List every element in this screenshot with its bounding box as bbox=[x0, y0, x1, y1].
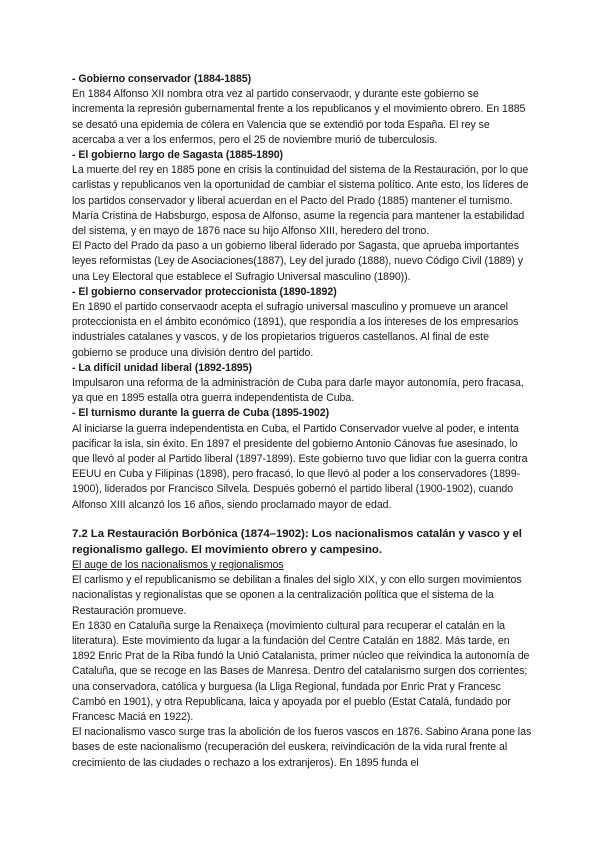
section-paragraph: La muerte del rey en 1885 pone en crisis la continuidad del sistema de la Restauración, por lo que carlistas y republicanos ven la oportunidad de cambiar el sistema político. Ante esto, los líderes de los partidos conservador y liberal acuerdan en el Pacto del Prado (1885) mantener el turnismo. María Cristina de Habsburgo, esposa de Alfonso, asume la regencia para mantener la estabilidad del sistema, y en mayo de 1876 nace su hijo Alfonso XIII, heredero del trono. bbox=[72, 164, 529, 238]
section-heading: - El turnismo durante la guerra de Cuba (1895-1902) bbox=[72, 407, 330, 420]
chapter-7-2 bbox=[72, 526, 532, 771]
section-gobierno-conservador bbox=[72, 72, 532, 148]
section-paragraph: Impulsaron una reforma de la administración de Cuba para darle mayor autonomía, pero fracasa, ya que en 1895 estalla otra guerra independentista de Cuba. bbox=[72, 377, 524, 405]
section-paragraph: Al iniciarse la guerra independentista en Cuba, el Partido Conservador vuelve al poder, e intenta pacificar la isla, sin éxito. En 1897 el presidente del gobierno Antonio Cánovas fue asesinado, lo que llevó al poder al Partido liberal (1897-1899). Este gobierno tuvo que lidiar con la guerra contra EEUU en Cuba y Filipinas (1898), pero fracasó, lo que llevó al poder a los conservadores (1899-1900), liderados por Francisco Silvela. Después gobernó el partido liberal (1900-1902), cuando Alfonso XIII alcanzó los 16 años, siendo proclamado mayor de edad. bbox=[72, 422, 528, 511]
section-paragraph: El Pacto del Prado da paso a un gobierno liberal liderado por Sagasta, que aprueba importantes leyes reformistas (Ley de Asociaciones(1887), Ley del jurado (1888), nuevo Código Civil (1889) y una Ley Electoral que establece el Sufragio Universal masculino (1890)). bbox=[72, 240, 523, 283]
section-unidad-liberal bbox=[72, 361, 532, 407]
section-heading: - La difícil unidad liberal (1892-1895) bbox=[72, 361, 252, 374]
chapter-title: 7.2 La Restauración Borbónica (1874–1902): Los nacionalismos catalán y vasco y el regionalismo gallego. El movimiento obrero y campesino. bbox=[72, 527, 522, 556]
chapter-paragraph: El carlismo y el republicanismo se debilitan a finales del siglo XIX, y con ello surgen movimientos nacionalistas y regionalistas que se oponen a la centralización política que el sistema de la Restauración promueve. bbox=[72, 574, 522, 617]
section-heading: - El gobierno conservador proteccionista (1890-1892) bbox=[72, 285, 337, 298]
section-heading: - El gobierno largo de Sagasta (1885-1890) bbox=[72, 149, 284, 162]
chapter-subheading: El auge de los nacionalismos y regionalismos bbox=[72, 558, 284, 571]
document-page bbox=[72, 72, 532, 771]
section-gobierno-largo-sagasta bbox=[72, 148, 532, 285]
section-heading: - Gobierno conservador (1884-1885) bbox=[72, 73, 252, 85]
section-paragraph: En 1890 el partido conservaodr acepta el sufragio universal masculino y promueve un arancel proteccionista en el ámbito económico (1891), que respondía a los intereses de los empresarios industriales catalanes y vascos, y de los propietarios trigueros castellanos. Al final de este gobierno se produce una división dentro del partido. bbox=[72, 301, 519, 359]
section-turnismo-guerra-cuba bbox=[72, 406, 532, 512]
chapter-paragraph: En 1830 en Cataluña surge la Renaixeça (movimiento cultural para recuperar el catalán en la literatura). Este movimiento da lugar a la fundación del Centre Catalán en 1882. Más tarde, en 1892 Enric Prat de la Riba fundó la Unió Catalanista, primer núcleo que reivindica la autonomía de Cataluña, que se recoge en las Bases de Manresa. Dentro del catalanismo surgen dos corrientes; una conservadora, católica y burguesa (la Lliga Regional, fundada por Enric Prat y Francesc Cambó en 1901), y otra Republicana, laica y apoyada por el pueblo (Estat Catalá, fundado por Francesc Maciá en 1922). bbox=[72, 619, 530, 723]
chapter-paragraph: El nacionalismo vasco surge tras la abolición de los fueros vascos en 1876. Sabino Arana pone las bases de este nacionalismo (recuperación del euskera, reivindicación de la vida rural frente al crecimiento de las ciudades o rechazo a los extranjeros). En 1895 funda el bbox=[72, 726, 532, 769]
section-gobierno-proteccionista bbox=[72, 285, 532, 361]
section-paragraph: En 1884 Alfonso XII nombra otra vez al partido conservaodr, y durante este gobierno se incrementa la represión gubernamental frente a los republicanos y el movimiento obrero. En 1885 se desató una epidemia de cólera en Valencia que se extendió por toda España. El rey se acercaba a ver a los enfermos, pero el 25 de noviembre murió de tuberculosis. bbox=[72, 88, 526, 146]
